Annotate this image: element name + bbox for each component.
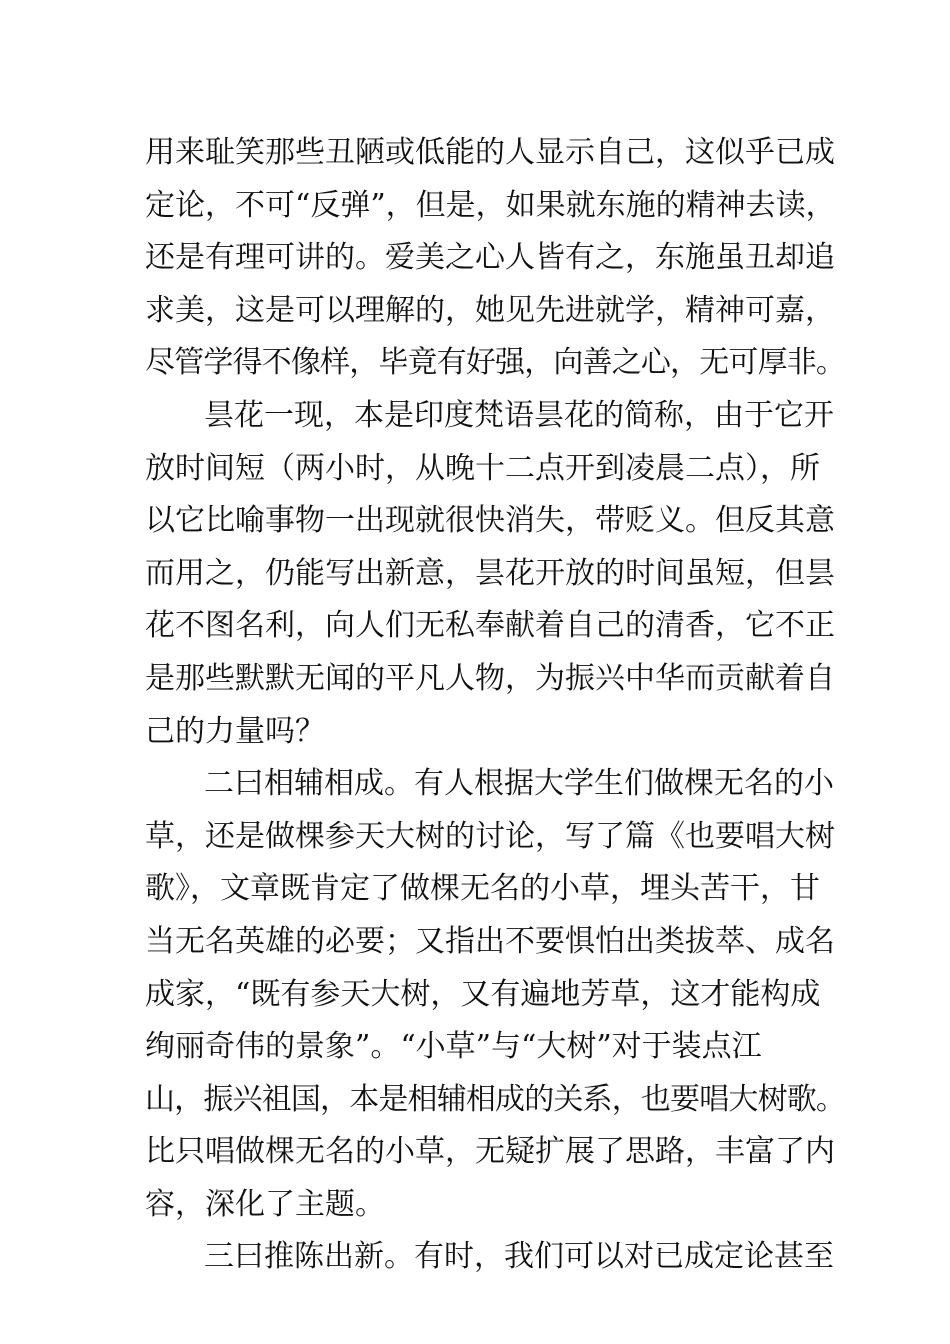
text-line: 以它比喻事物一出现就很快消失，带贬义。但反其意	[145, 503, 835, 539]
text-line: 歌》，文章既肯定了做棵无名的小草，埋头苦干，甘	[145, 871, 820, 907]
text-line: 求美，这是可以理解的，她见先进就学，精神可嘉，	[145, 292, 835, 328]
text-line: 尽管学得不像样，毕竟有好强，向善之心，无可厚非。	[145, 345, 846, 381]
text-line: 花不图名利，向人们无私奉献着自己的清香，它不正	[145, 608, 835, 644]
text-line: 成家，“既有参天大树，又有遍地芳草，这才能构成	[145, 976, 821, 1012]
text-line: 容，深化了主题。	[145, 1186, 385, 1222]
text-line: 当无名英雄的必要；又指出不要惧怕出类拔萃、成名	[145, 923, 835, 959]
body-text	[145, 127, 845, 1284]
text-line: 是那些默默无闻的平凡人物，为振兴中华而贡献着自	[145, 660, 835, 696]
text-line: 而用之，仍能写出新意，昙花开放的时间虽短，但昙	[145, 555, 835, 591]
text-line: 定论，不可“反弹”，但是，如果就东施的精神去读，	[145, 187, 836, 223]
text-line: 比只唱做棵无名的小草，无疑扩展了思路，丰富了内	[145, 1134, 835, 1170]
text-line: 放时间短（两小时，从晚十二点开到凌晨二点），所	[145, 450, 820, 486]
paragraph-start-line: 三曰推陈出新。有时，我们可以对已成定论甚至	[204, 1239, 834, 1275]
text-line: 用来耻笑那些丑陋或低能的人显示自己，这似乎已成	[145, 135, 835, 170]
text-line: 还是有理可讲的。爱美之心人皆有之，东施虽丑却追	[145, 240, 835, 276]
paragraph-start-line: 昙花一现，本是印度梵语昙花的简称，由于它开	[204, 397, 834, 433]
paragraph-start-line: 二曰相辅相成。有人根据大学生们做棵无名的小	[204, 766, 834, 802]
text-line: 己的力量吗？	[145, 713, 325, 749]
text-line: 山，振兴祖国，本是相辅相成的关系，也要唱大树歌。	[145, 1081, 846, 1117]
text-line: 绚丽奇伟的景象”。“小草”与“大树”对于装点江	[145, 1029, 762, 1065]
text-line: 草，还是做棵参天大树的讨论，写了篇《也要唱大树	[145, 818, 835, 854]
